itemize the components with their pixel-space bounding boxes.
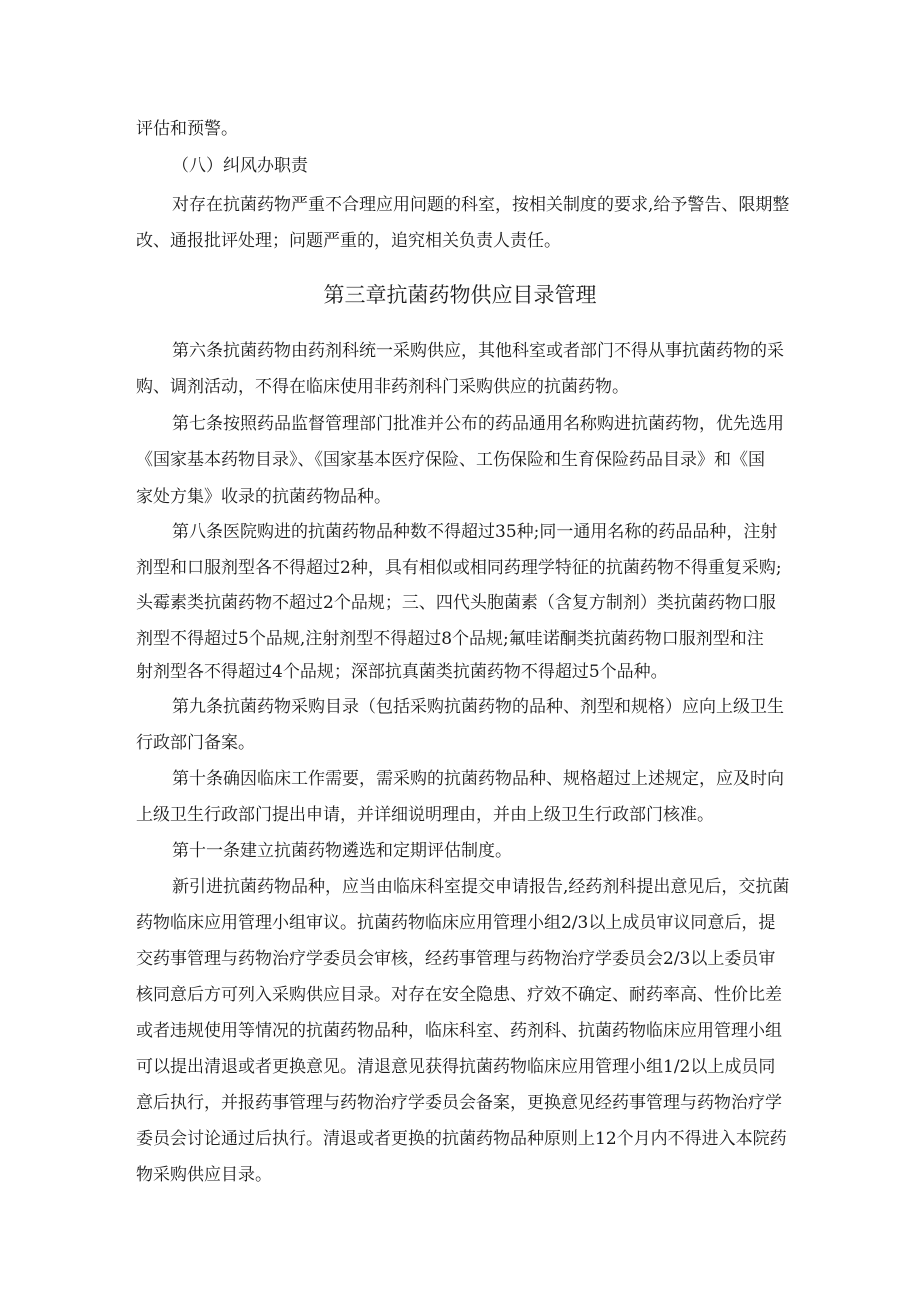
text-line: 家处方集》收录的抗菌药物品种。 [136, 487, 391, 507]
chapter-title: 第三章抗菌药物供应目录管理 [323, 283, 597, 307]
text-line: 《国家基本药物目录》、《国家基本医疗保险、工伤保险和生育保险药品目录》和《国 [136, 450, 765, 470]
text-line: 评估和预警。 [136, 119, 238, 139]
text-line: 第六条抗菌药物由药剂科统一采购供应，其他科室或者部门不得从事抗菌药物的采 [172, 341, 784, 361]
text-line: 第十条确因临床工作需要，需采购的抗菌药物品种、规格超过上述规定，应及时向 [172, 769, 784, 789]
text-line: 交药事管理与药物治疗学委员会审核，经药事管理与药物治疗学委员会2/3以上委员审 [136, 949, 776, 969]
text-line: 可以提出清退或者更换意见。清退意见获得抗菌药物临床应用管理小组1/2以上成员同 [136, 1057, 776, 1077]
text-line: 第七条按照药品监督管理部门批准并公布的药品通用名称购进抗菌药物，优先选用 [172, 414, 784, 434]
text-line: 行政部门备案。 [136, 733, 255, 753]
text-line: 物采购供应目录。 [136, 1165, 272, 1185]
text-line: 上级卫生行政部门提出申请，并详细说明理由，并由上级卫生行政部门核准。 [136, 805, 714, 825]
text-line: 意后执行，并报药事管理与药物治疗学委员会备案，更换意见经药事管理与药物治疗学 [136, 1093, 782, 1113]
text-line: 剂型不得超过5个品规,注射剂型不得超过8个品规;氟哇诺酮类抗菌药物口服剂型和注 [136, 629, 764, 649]
text-line: 剂型和口服剂型各不得超过2种，具有相似或相同药理学特征的抗菌药物不得重复采购; [136, 558, 782, 578]
text-line: 或者违规使用等情况的抗菌药物品种，临床科室、药剂科、抗菌药物临床应用管理小组 [136, 1021, 782, 1041]
text-line: 头霉素类抗菌药物不超过2个品规；三、四代头胞菌素（含复方制剂）类抗菌药物口服 [136, 593, 776, 613]
text-line: 核同意后方可列入采购供应目录。对存在安全隐患、疗效不确定、耐药率高、性价比差 [136, 985, 782, 1005]
text-line: 第八条医院购进的抗菌药物品种数不得超过35种;同一通用名称的药品品种，注射 [172, 522, 778, 542]
text-line: 新引进抗菌药物品种，应当由临床科室提交申请报告,经药剂科提出意见后，交抗菌 [172, 877, 790, 897]
section-heading: （八）纠风办职责 [172, 156, 308, 176]
text-line: 对存在抗菌药物严重不合理应用问题的科室，按相关制度的要求,给予警告、限期整 [172, 195, 790, 215]
text-line: 改、通报批评处理；问题严重的，追究相关负责人责任。 [136, 231, 561, 251]
text-line: 药物临床应用管理小组审议。抗菌药物临床应用管理小组2/3以上成员审议同意后，提 [136, 913, 776, 933]
text-line: 第九条抗菌药物采购目录（包括采购抗菌药物的品种、剂型和规格）应向上级卫生 [172, 697, 784, 717]
text-line: 射剂型各不得超过4个品规；深部抗真菌类抗菌药物不得超过5个品种。 [136, 662, 668, 682]
text-line: 第十一条建立抗菌药物遴选和定期评估制度。 [172, 841, 512, 861]
text-line: 购、调剂活动，不得在临床使用非药剂科门采购供应的抗菌药物。 [136, 377, 629, 397]
text-line: 委员会讨论通过后执行。清退或者更换的抗菌药物品种原则上12个月内不得进入本院药 [136, 1129, 787, 1149]
